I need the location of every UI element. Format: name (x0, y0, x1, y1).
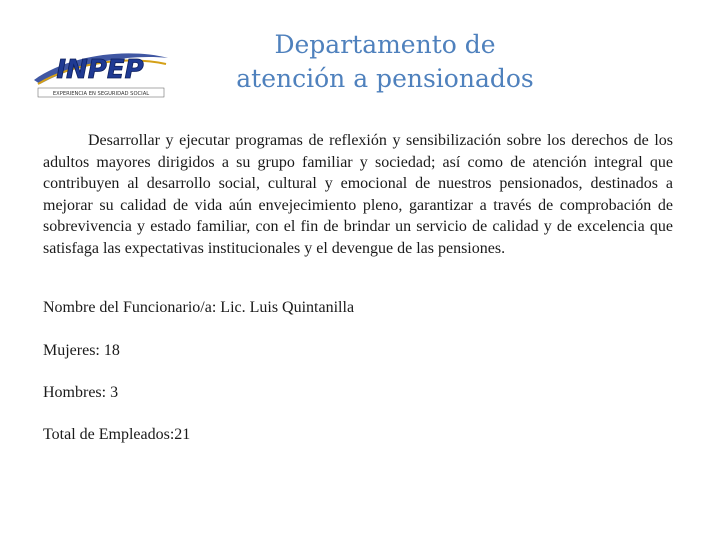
women-count-field: Mujeres: 18 (43, 342, 120, 359)
total-employees-field: Total de Empleados:21 (43, 426, 191, 443)
official-name-field: Nombre del Funcionario/a: Lic. Luis Quintanilla (43, 299, 355, 316)
inpep-logo-graphic (30, 44, 172, 100)
page-title (200, 28, 570, 96)
page-title-line1: Departamento de (274, 30, 496, 59)
inpep-logo (30, 44, 172, 100)
department-description: Desarrollar y ejecutar programas de reflexión y sensibilización sobre los derechos de los adultos mayores dirigidos a su grupo familiar y sociedad; así como de atención integral que contribuyen al desarrollo social, cultural y emocional de nuestros pensionados, destinados a mejorar su calidad de vida aún envejecimiento pleno, garantizar a través de comprobación de sobrevivencia y estado familiar, con el fin de brindar un servicio de calidad y de excelencia que satisfaga las expectativas institucionales y el devengue de las pensiones. (43, 132, 673, 257)
logo-wordmark: INPEP (56, 55, 144, 85)
page-title-line2: atención a pensionados (236, 64, 534, 93)
men-count-field: Hombres: 3 (43, 384, 119, 401)
logo-tagline: EXPERIENCIA EN SEGURIDAD SOCIAL (52, 91, 150, 97)
